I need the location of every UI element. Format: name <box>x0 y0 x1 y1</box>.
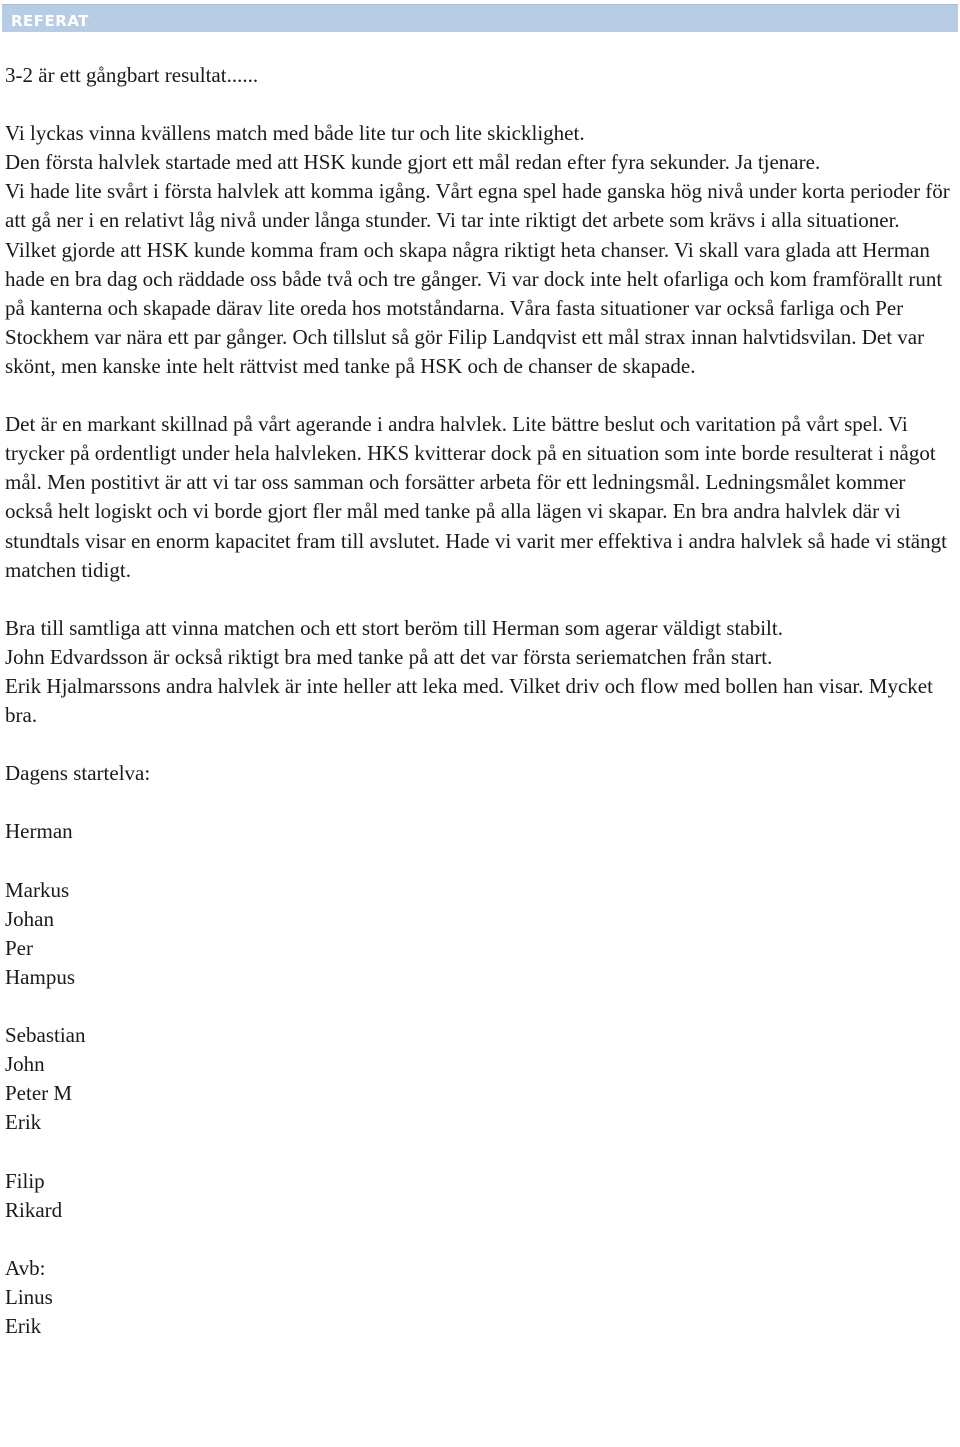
lineup-forward: Filip <box>5 1168 45 1193</box>
first-half-start: Den första halvlek startade med att HSK kunde gjort ett mål redan efter fyra sekunder. Ja tjenare. <box>5 150 821 175</box>
first-half-summary: Vi hade lite svårt i första halvlek att komma igång. Vårt egna spel hade ganska hög nivå under korta perioder för att gå ner i en relativt låg nivå under långa stunder. Vi tar inte riktigt det arbete som krävs i alla situationer. Vilket gjorde att HSK kunde komma fram och skapa några riktigt heta chanser. Vi skall vara glada att Herman hade en bra dag och räddade oss både två och tre gånger. Vi var dock inte helt ofarliga och kom framförallt runt på kanterna och skapade därav lite oreda hos motståndarna. Våra fasta situationer var också farliga och Per Stockhem var nära ett par gånger. Och tillslut så gör Filip Landqvist ett mål strax innan halvtidsvilan. Det var skönt, men kanske inte helt rättvist med tanke på HSK och de chanser de skapade. <box>5 179 950 378</box>
spacer <box>5 1137 955 1166</box>
spacer <box>5 992 955 1021</box>
lineup-defender: Johan <box>5 906 54 931</box>
second-half-summary: Det är en markant skillnad på vårt agerande i andra halvlek. Lite bättre beslut och varitation på vårt spel. Vi trycker på ordentligt under hela halvleken. HKS kvitterar dock på en situation som inte borde resulterat i något mål. Men postitivt är att vi tar oss samman och forsätter arbeta för ett ledningsmål. Ledningsmålet kommer också helt logiskt och vi borde gjort fler mål med tanke på alla lägen vi skapar. En bra andra halvlek där vi stundtals visar en enorm kapacitet fram till avslutet. Hade vi varit mer effektiva i andra halvlek så hade vi stängt matchen tidigt. <box>5 412 947 582</box>
spacer <box>5 90 955 119</box>
lineup-midfielder: Peter M <box>5 1081 73 1106</box>
lineup-defender: Hampus <box>5 964 75 989</box>
first-half-intro: Vi lyckas vinna kvällens match med både lite tur och lite skicklighet. <box>5 121 585 146</box>
spacer <box>5 788 955 817</box>
lineup-substitute: Linus <box>5 1284 53 1309</box>
spacer <box>5 585 955 614</box>
lineup-heading: Dagens startelva: <box>5 761 151 786</box>
section-header-bar <box>2 4 958 32</box>
spacer <box>5 730 955 759</box>
spacer <box>5 1225 955 1254</box>
lineup-midfielder: John <box>5 1052 45 1077</box>
lineup-midfielder: Erik <box>5 1110 42 1135</box>
section-title: REFERAT <box>11 12 90 30</box>
lineup-forward: Rikard <box>5 1197 63 1222</box>
lineup-defender: Per <box>5 935 33 960</box>
spacer <box>5 381 955 410</box>
spacer <box>5 847 955 876</box>
result-line: 3-2 är ett gångbart resultat...... <box>5 63 259 87</box>
lineup-goalkeeper: Herman <box>5 819 73 844</box>
report-content <box>5 61 955 1341</box>
praise-line-1: Bra till samtliga att vinna matchen och ett stort beröm till Herman som agerar väldigt stabilt. <box>5 615 783 640</box>
lineup-substitute: Erik <box>5 1314 42 1339</box>
lineup-defender: Markus <box>5 877 70 902</box>
substitutes-label: Avb: <box>5 1255 46 1280</box>
lineup-midfielder: Sebastian <box>5 1023 86 1048</box>
praise-line-2: John Edvardsson är också riktigt bra med tanke på att det var första seriematchen från start. <box>5 644 773 669</box>
praise-line-3: Erik Hjalmarssons andra halvlek är inte heller att leka med. Vilket driv och flow med bollen han visar. Mycket bra. <box>5 673 933 728</box>
